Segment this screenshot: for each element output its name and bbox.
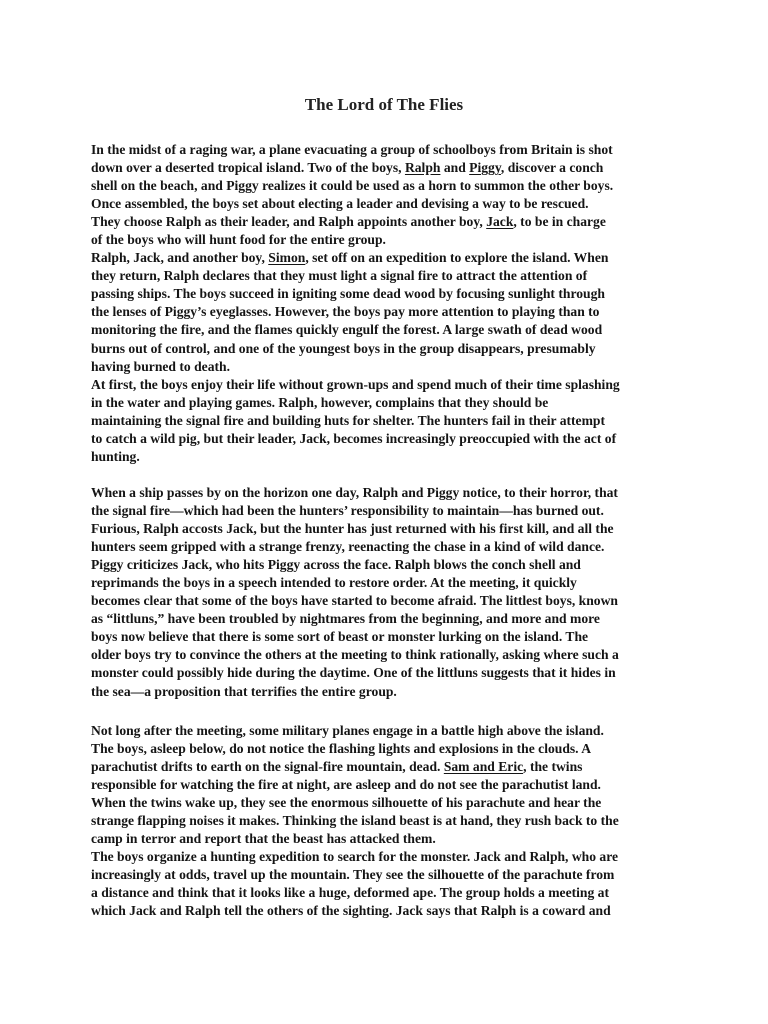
text-line xyxy=(91,683,691,701)
text-line xyxy=(91,141,691,159)
text-line xyxy=(91,776,691,794)
text-line xyxy=(91,866,691,884)
text-segment: as “littluns,” have been troubled by nightmares from the beginning, and more and more xyxy=(91,611,600,627)
page-title: The Lord of The Flies xyxy=(304,95,464,114)
text-line xyxy=(91,902,691,920)
text-segment: strange flapping noises it makes. Thinking the island beast is at hand, they rush back to the xyxy=(91,813,619,829)
text-segment: Not long after the meeting, some military planes engage in a battle high above the island. xyxy=(91,723,604,738)
text-line xyxy=(91,812,691,830)
text-segment: , discover a conch xyxy=(500,160,604,176)
text-segment: increasingly at odds, travel up the mountain. They see the silhouette of the parachute from xyxy=(91,867,615,883)
paragraph-block xyxy=(91,141,691,466)
text-segment: older boys try to convince the others at the meeting to think rationally, asking where such a xyxy=(91,647,619,663)
character-name-link: Ralph xyxy=(404,160,441,176)
text-segment: which Jack and Ralph tell the others of the sighting. Jack says that Ralph is a coward and xyxy=(91,903,611,919)
character-name-link: Sam and Eric xyxy=(443,759,524,775)
text-line xyxy=(91,231,691,249)
text-line xyxy=(91,610,691,628)
paragraph-block xyxy=(91,484,691,701)
text-segment: In the midst of a raging war, a plane evacuating a group of schoolboys from Britain is shot xyxy=(91,142,613,157)
text-segment: , the twins xyxy=(523,759,583,775)
text-segment: hunters seem gripped with a strange frenzy, reenacting the chase in a kind of wild dance. xyxy=(91,539,605,555)
text-line xyxy=(91,321,691,339)
text-line xyxy=(91,592,691,610)
text-line xyxy=(91,538,691,556)
text-segment: camp in terror and report that the beast has attacked them. xyxy=(91,831,436,847)
text-line xyxy=(91,884,691,902)
text-segment: having burned to death. xyxy=(91,358,230,374)
text-line xyxy=(91,159,691,177)
text-segment: maintaining the signal fire and building huts for shelter. The hunters fail in their attempt xyxy=(91,412,605,428)
text-segment: down over a deserted tropical island. Two of the boys, xyxy=(91,160,405,176)
text-line xyxy=(91,358,691,376)
character-name-link: Jack xyxy=(486,214,514,230)
text-segment: The boys, asleep below, do not notice the flashing lights and explosions in the clouds. A xyxy=(91,741,592,757)
text-line xyxy=(91,430,691,448)
text-segment: When a ship passes by on the horizon one day, Ralph and Piggy notice, to their horror, that xyxy=(91,485,618,500)
text-line xyxy=(91,249,691,267)
text-line xyxy=(91,520,691,538)
text-line xyxy=(91,412,691,430)
text-segment: and xyxy=(440,160,470,176)
text-line xyxy=(91,340,691,358)
text-line xyxy=(91,628,691,646)
text-line xyxy=(91,267,691,285)
text-line xyxy=(91,848,691,866)
text-segment: becomes clear that some of the boys have started to become afraid. The littlest boys, known xyxy=(91,593,618,609)
text-segment: they return, Ralph declares that they must light a signal fire to attract the attention of xyxy=(91,268,588,284)
character-name-link: Simon xyxy=(268,250,306,266)
text-segment: responsible for watching the fire at night, are asleep and do not see the parachutist land. xyxy=(91,777,601,793)
text-line xyxy=(91,574,691,592)
text-line xyxy=(91,376,691,394)
text-line xyxy=(91,646,691,664)
text-line xyxy=(91,722,691,740)
text-segment: The boys organize a hunting expedition to search for the monster. Jack and Ralph, who are xyxy=(91,849,619,865)
text-segment: parachutist drifts to earth on the signal-fire mountain, dead. xyxy=(91,759,444,775)
text-line xyxy=(91,758,691,776)
text-line xyxy=(91,830,691,848)
text-segment: Furious, Ralph accosts Jack, but the hunter has just returned with his first kill, and all the xyxy=(91,521,614,537)
text-segment: in the water and playing games. Ralph, however, complains that they should be xyxy=(91,394,549,410)
text-segment: hunting. xyxy=(91,448,140,464)
text-segment: to catch a wild pig, but their leader, Jack, becomes increasingly preoccupied with the act of xyxy=(91,430,617,446)
character-name-link: Piggy xyxy=(469,160,501,176)
text-segment: , set off on an expedition to explore the island. When xyxy=(305,250,609,266)
text-segment: monitoring the fire, and the flames quickly engulf the forest. A large swath of dead wood xyxy=(91,322,603,338)
text-line xyxy=(91,285,691,303)
text-line xyxy=(91,177,691,195)
text-line xyxy=(91,213,691,231)
text-segment: Piggy criticizes Jack, who hits Piggy across the face. Ralph blows the conch shell and xyxy=(91,557,581,573)
text-line xyxy=(91,740,691,758)
text-line xyxy=(91,484,691,502)
text-segment: boys now believe that there is some sort of beast or monster lurking on the island. The xyxy=(91,629,589,645)
text-line xyxy=(91,195,691,213)
text-segment: , to be in charge xyxy=(513,214,606,230)
text-line xyxy=(91,556,691,574)
text-line xyxy=(91,448,691,466)
text-line xyxy=(91,794,691,812)
text-line xyxy=(91,394,691,412)
text-segment: passing ships. The boys succeed in igniting some dead wood by focusing sunlight through xyxy=(91,286,605,302)
text-segment: reprimands the boys in a speech intended to restore order. At the meeting, it quickly xyxy=(91,575,577,591)
text-line xyxy=(91,502,691,520)
text-segment: the sea—a proposition that terrifies the entire group. xyxy=(91,683,397,699)
text-segment: Ralph, Jack, and another boy, xyxy=(91,250,269,266)
text-segment: When the twins wake up, they see the enormous silhouette of his parachute and hear the xyxy=(91,795,602,811)
text-segment: the signal fire—which had been the hunters’ responsibility to maintain—has burned out. xyxy=(91,503,604,519)
text-segment: burns out of control, and one of the youngest boys in the group disappears, presumably xyxy=(91,340,596,356)
text-segment: monster could possibly hide during the daytime. One of the littluns suggests that it hides in xyxy=(91,665,616,681)
text-segment: At first, the boys enjoy their life without grown-ups and spend much of their time splashing xyxy=(91,376,620,392)
text-segment: a distance and think that it looks like a huge, deformed ape. The group holds a meeting at xyxy=(91,885,610,901)
paragraph-block xyxy=(91,722,691,921)
text-segment: shell on the beach, and Piggy realizes it could be used as a horn to summon the other boys. xyxy=(91,178,614,194)
text-line xyxy=(91,664,691,682)
text-line xyxy=(91,303,691,321)
text-segment: They choose Ralph as their leader, and Ralph appoints another boy, xyxy=(91,214,487,230)
text-segment: of the boys who will hunt food for the entire group. xyxy=(91,232,386,248)
text-segment: Once assembled, the boys set about electing a leader and devising a way to be rescued. xyxy=(91,196,589,212)
text-segment: the lenses of Piggy’s eyeglasses. However, the boys pay more attention to playing than to xyxy=(91,304,600,320)
